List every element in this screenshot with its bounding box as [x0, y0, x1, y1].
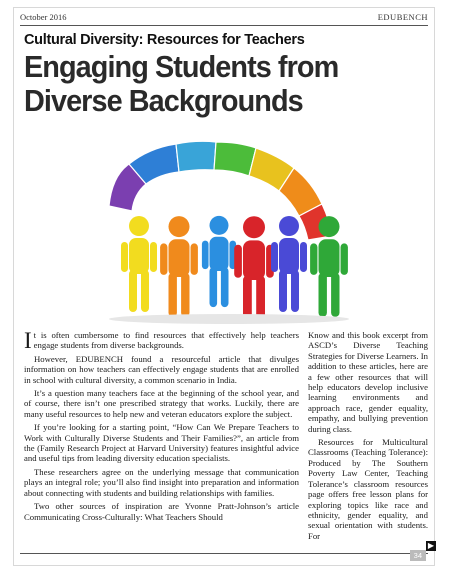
magazine-name: EDUBENCH	[377, 12, 428, 22]
people-puzzle-arch-illustration	[84, 136, 374, 326]
paragraph-1	[24, 330, 299, 351]
paragraph-6: Two other sources of inspiration are Yvonne Pratt-Johnson’s article Communicating Cross-Culturally: What Teachers Should	[24, 501, 299, 522]
paragraph-1-text: t is often cumbersome to find resources that effectively help teachers engage students from diverse backgrounds.	[33, 330, 299, 351]
person-figure	[202, 216, 236, 307]
paragraph-7: Know and this book excerpt from ASCD’s Diverse Teaching Strategies for Diverse Learners. In addition to these articles, here are a few other resources that will help educators develop inclusive learning environments and approach race, gender equality, empathy, and bullying prevention during class.	[308, 330, 428, 434]
magazine-page	[14, 8, 434, 565]
footer-rule	[20, 553, 428, 554]
person-figure	[160, 216, 198, 317]
paragraph-8: Resources for Multicultural Classrooms (Teaching Tolerance): Produced by The Southern Poverty Law Center, Teaching Tolerance’s classroom resources page offers free lesson plans for exploring topics like race and ethnicity, gender equality, and sexual orientation with students. For	[308, 437, 428, 541]
paragraph-5: These researchers agree on the underlying message that communication plays an integral role; you’ll also find insight into preparation and information about connecting with students and building relationships with families.	[24, 466, 299, 498]
article-column-right	[308, 330, 428, 544]
paragraph-4: If you’re looking for a starting point, “How Can We Prepare Teachers to Work with Culturally Diverse Students and Their Families?”, an article from the (Family Research Project at Harvard University) features insightful advice and useful tips from leading diversity education specialists.	[24, 422, 299, 464]
paragraph-2: However, EDUBENCH found a resourceful article that divulges information on how teachers can effectively engage students that are enrolled in school with cultural diversity, a common scenario in India.	[24, 353, 299, 385]
running-header	[14, 8, 434, 24]
floor-shadow	[109, 314, 349, 324]
header-rule	[20, 25, 428, 26]
drop-cap: I	[24, 328, 32, 353]
person-figure	[121, 216, 157, 312]
issue-date: October 2016	[20, 12, 67, 22]
person-figure	[234, 216, 274, 322]
paragraph-3: It’s a question many teachers face at the beginning of the school year, and of course, there isn’t one prescribed strategy that works. Luckily, there are many useful resources to help new and veteran educators explore the subject.	[24, 388, 299, 419]
article-column-left	[24, 330, 299, 525]
puzzle-piece	[176, 141, 216, 172]
page-number: 34	[410, 550, 426, 561]
next-page-arrow-icon[interactable]: ▶	[427, 541, 435, 550]
article-headline: Engaging Students from Diverse Backgrounds	[24, 49, 339, 118]
person-figure	[271, 216, 307, 312]
section-kicker: Cultural Diversity: Resources for Teachers	[24, 32, 305, 48]
